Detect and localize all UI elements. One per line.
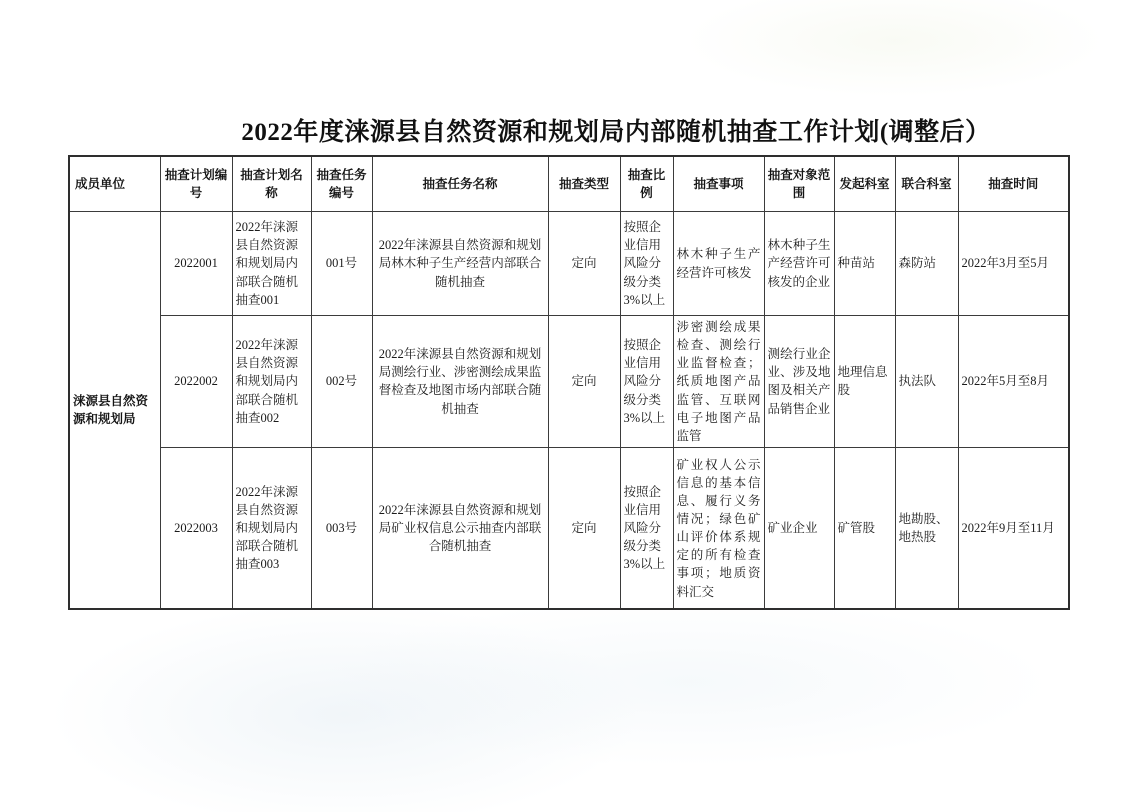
table-row [69,212,1069,316]
cell-plan-no: 2022001 [160,212,232,316]
header-plan-name: 抽查计划名称 [232,156,311,212]
cell-task-no: 001号 [311,212,372,316]
cell-task-name: 2022年涞源县自然资源和规划局测绘行业、涉密测绘成果监督检查及地图市场内部联合随机抽查 [372,316,548,448]
cell-scope: 林木种子生产经营许可核发的企业 [764,212,834,316]
cell-task-name: 2022年涞源县自然资源和规划局矿业权信息公示抽查内部联合随机抽查 [372,447,548,609]
header-member-unit: 成员单位 [69,156,160,212]
cell-items: 林木种子生产经营许可核发 [673,212,764,316]
cell-dept-joint: 地勘股、地热股 [895,447,958,609]
cell-ratio: 按照企业信用风险分级分类3%以上 [620,212,673,316]
cell-time: 2022年3月至5月 [958,212,1069,316]
cell-type: 定向 [548,447,620,609]
header-items: 抽查事项 [673,156,764,212]
header-type: 抽查类型 [548,156,620,212]
cell-time: 2022年9月至11月 [958,447,1069,609]
cell-plan-no: 2022003 [160,447,232,609]
cell-scope: 矿业企业 [764,447,834,609]
cell-time: 2022年5月至8月 [958,316,1069,448]
cell-ratio: 按照企业信用风险分级分类3%以上 [620,316,673,448]
cell-plan-name: 2022年涞源县自然资源和规划局内部联合随机抽查002 [232,316,311,448]
cell-task-name: 2022年涞源县自然资源和规划局林木种子生产经营内部联合随机抽查 [372,212,548,316]
header-task-no: 抽查任务编号 [311,156,372,212]
cell-items: 涉密测绘成果检查、测绘行业监督检查；纸质地图产品监管、互联网电子地图产品监管 [673,316,764,448]
cell-task-no: 003号 [311,447,372,609]
header-scope: 抽查对象范围 [764,156,834,212]
inspection-plan-table [68,155,1070,610]
cell-dept-initiate: 地理信息股 [834,316,895,448]
header-task-name: 抽查任务名称 [372,156,548,212]
cell-task-no: 002号 [311,316,372,448]
header-ratio: 抽查比例 [620,156,673,212]
cell-plan-name: 2022年涞源县自然资源和规划局内部联合随机抽查003 [232,447,311,609]
cell-dept-initiate: 矿管股 [834,447,895,609]
cell-type: 定向 [548,316,620,448]
cell-items: 矿业权人公示信息的基本信息、履行义务情况；绿色矿山评价体系规定的所有检查事项；地质资料汇交 [673,447,764,609]
cell-ratio: 按照企业信用风险分级分类3%以上 [620,447,673,609]
cell-plan-name: 2022年涞源县自然资源和规划局内部联合随机抽查001 [232,212,311,316]
cell-type: 定向 [548,212,620,316]
cell-dept-initiate: 种苗站 [834,212,895,316]
header-dept-joint: 联合科室 [895,156,958,212]
header-time: 抽查时间 [958,156,1069,212]
cell-dept-joint: 执法队 [895,316,958,448]
table-row [69,447,1069,609]
document-title: 2022年度涞源县自然资源和规划局内部随机抽查工作计划(调整后） [241,119,991,146]
cell-scope: 测绘行业企业、涉及地图及相关产品销售企业 [764,316,834,448]
header-plan-no: 抽查计划编号 [160,156,232,212]
cell-dept-joint: 森防站 [895,212,958,316]
header-dept-initiate: 发起科室 [834,156,895,212]
table-header-row [69,156,1069,212]
cell-member-unit: 涞源县自然资源和规划局 [69,212,160,610]
cell-plan-no: 2022002 [160,316,232,448]
table-row [69,316,1069,448]
